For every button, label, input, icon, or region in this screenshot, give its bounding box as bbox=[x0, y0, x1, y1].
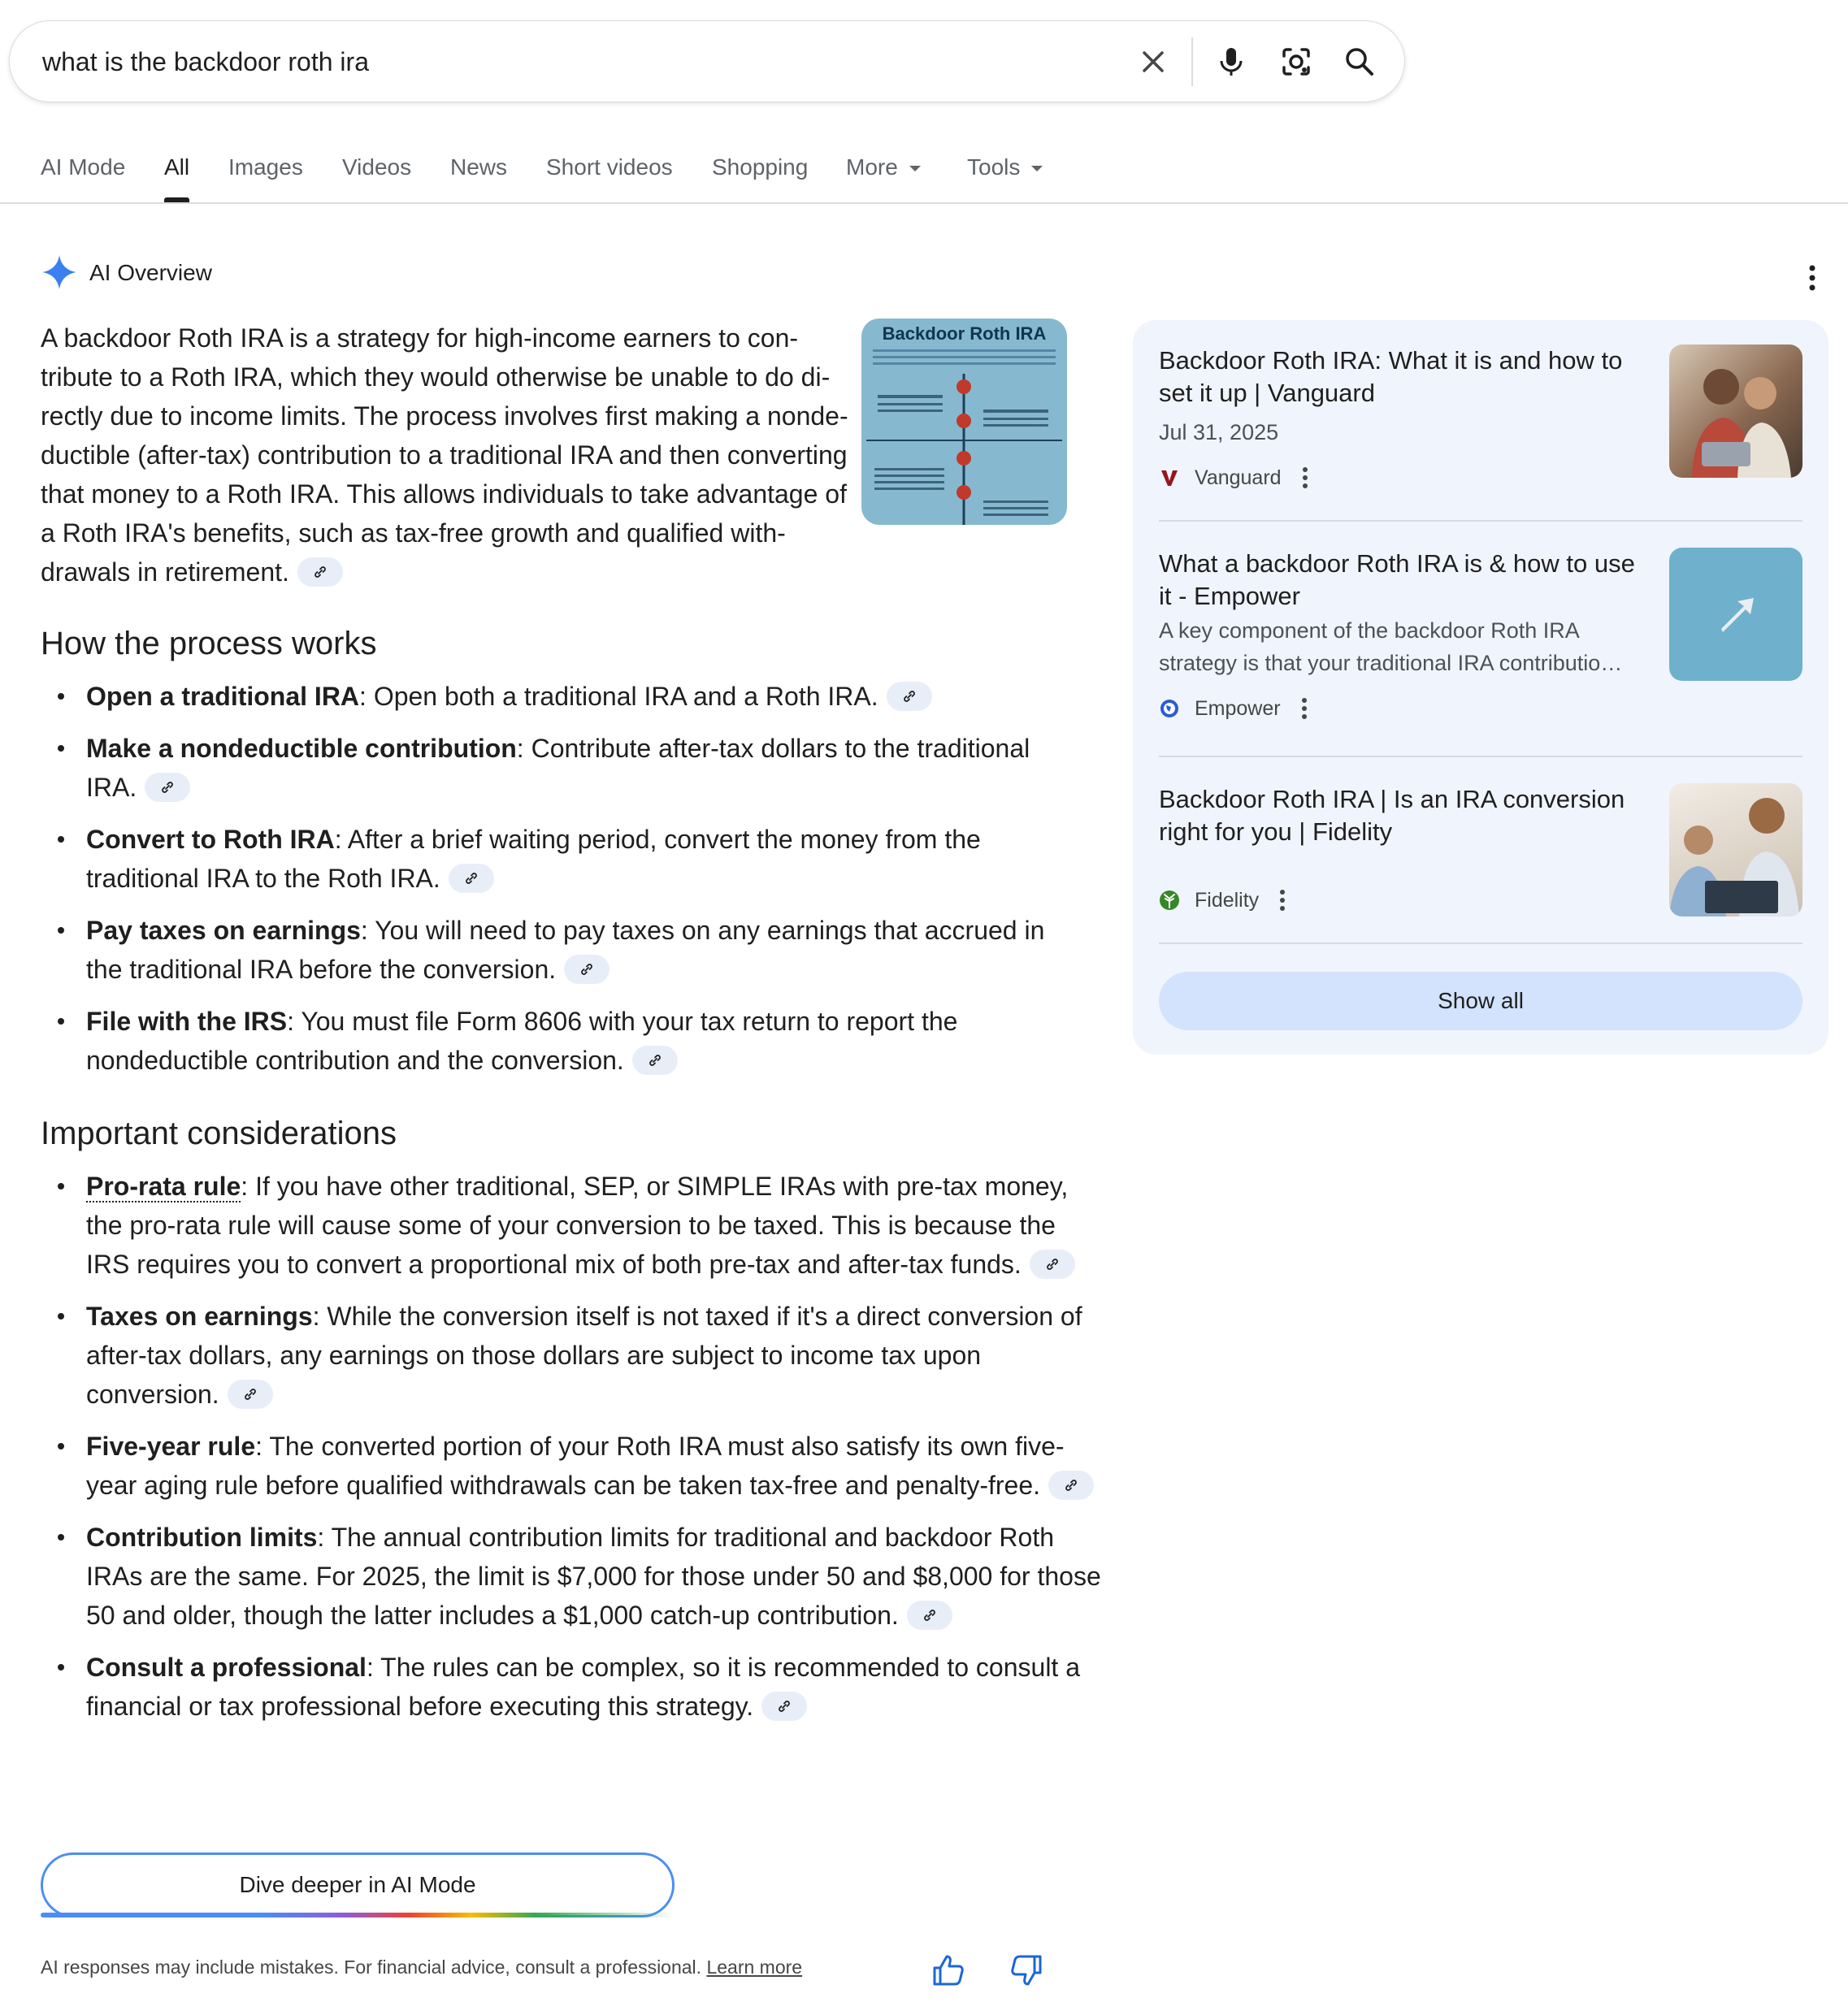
list-item bbox=[41, 1427, 1102, 1505]
sources-panel bbox=[1133, 320, 1828, 1055]
source-site: Vanguard bbox=[1195, 466, 1282, 489]
list-item-text: : The rules can be complex, so it is recommended to consult a financial or tax professional before executing this strategy. bbox=[86, 1653, 1080, 1721]
link-icon bbox=[901, 688, 917, 704]
source-thumbnail[interactable] bbox=[1669, 344, 1802, 478]
tabs-divider bbox=[0, 202, 1848, 204]
list-item bbox=[41, 1648, 1102, 1726]
source-title[interactable]: What a backdoor Roth IRA is & how to use it - Empower bbox=[1159, 549, 1635, 610]
link-icon bbox=[242, 1386, 258, 1402]
tab-tools[interactable] bbox=[967, 146, 1043, 205]
caret-down-icon bbox=[1031, 166, 1043, 171]
tab-shopping[interactable]: Shopping bbox=[712, 154, 809, 180]
couple-photo-image bbox=[1669, 344, 1802, 478]
citation-link[interactable] bbox=[145, 773, 190, 802]
empower-globe-icon bbox=[1159, 698, 1180, 719]
list-item bbox=[41, 1518, 1102, 1635]
source-thumbnail[interactable] bbox=[1669, 548, 1802, 681]
list-item-term: Taxes on earnings bbox=[86, 1302, 313, 1331]
list-item-text: : While the conversion itself is not taxed if it's a direct conversion of after-tax dollars, any earnings on those dollars are subject to income tax upon conversion. bbox=[86, 1302, 1082, 1409]
tab-short-videos[interactable]: Short videos bbox=[546, 154, 673, 180]
search-icon[interactable] bbox=[1341, 43, 1378, 80]
source-card-fidelity[interactable] bbox=[1159, 783, 1802, 946]
tab-images[interactable]: Images bbox=[228, 154, 303, 180]
source-site: Empower bbox=[1195, 696, 1281, 720]
search-input[interactable]: what is the backdoor roth ira bbox=[42, 47, 369, 76]
link-icon bbox=[1044, 1256, 1061, 1272]
list-item-text: : Open both a traditional IRA and a Roth IRA. bbox=[359, 682, 878, 711]
show-all-button[interactable]: Show all bbox=[1159, 972, 1802, 1030]
list-item bbox=[41, 1297, 1102, 1414]
citation-link[interactable] bbox=[297, 557, 343, 587]
ai-overview-title: AI Overview bbox=[89, 260, 212, 285]
list-item bbox=[41, 1167, 1102, 1284]
list-item-term: Contribution limits bbox=[86, 1523, 318, 1552]
tab-news[interactable]: News bbox=[450, 154, 508, 180]
list-item-text: : If you have other traditional, SEP, or SIMPLE IRAs with pre-tax money, the pro-rata rule will cause some of your conversion to be taxed. This is because the IRS requires you to convert a proportional mix of both pre-tax and after-tax funds. bbox=[86, 1172, 1069, 1279]
list-item-text: : After a brief waiting period, convert the money from the traditional IRA to the Roth IRA. bbox=[86, 825, 981, 893]
tab-videos[interactable]: Videos bbox=[342, 154, 412, 180]
link-icon bbox=[579, 961, 595, 977]
dive-deeper-button[interactable]: Dive deeper in AI Mode bbox=[41, 1852, 675, 1918]
tab-more-label: More bbox=[846, 154, 898, 180]
arrow-graphic-image bbox=[1669, 548, 1802, 681]
citation-link[interactable] bbox=[449, 864, 494, 893]
vanguard-v-icon bbox=[1159, 467, 1180, 488]
source-more-icon[interactable] bbox=[1302, 697, 1307, 720]
list-item bbox=[41, 911, 1078, 989]
list-item bbox=[41, 677, 1021, 716]
list-item-term: Make a nondeductible contribution bbox=[86, 734, 517, 763]
list-item-text: : The converted portion of your Roth IRA must also satisfy its own five-year aging rule before qualified withdrawals can be taken tax-free and penalty-free. bbox=[86, 1432, 1065, 1500]
source-thumbnail[interactable] bbox=[1669, 783, 1802, 916]
process-list bbox=[41, 677, 1073, 1080]
citation-link[interactable] bbox=[1030, 1250, 1075, 1279]
list-item bbox=[41, 729, 1053, 807]
lens-camera-icon[interactable] bbox=[1278, 43, 1315, 80]
source-card-empower[interactable] bbox=[1159, 548, 1802, 726]
tab-tools-label: Tools bbox=[967, 154, 1021, 180]
thumbnail-title: Backdoor Roth IRA bbox=[882, 323, 1047, 344]
search-divider bbox=[1191, 37, 1193, 86]
microphone-icon[interactable] bbox=[1212, 43, 1250, 80]
tab-more[interactable] bbox=[846, 146, 921, 205]
source-divider bbox=[1159, 520, 1802, 522]
clear-icon[interactable] bbox=[1134, 43, 1172, 80]
list-item-term: Pay taxes on earnings bbox=[86, 916, 361, 945]
caret-down-icon bbox=[909, 166, 921, 171]
infographic-image bbox=[861, 346, 1067, 525]
source-divider bbox=[1159, 756, 1802, 757]
source-site: Fidelity bbox=[1195, 888, 1260, 912]
tab-ai-mode[interactable]: AI Mode bbox=[41, 154, 126, 180]
more-options-icon[interactable] bbox=[1796, 262, 1828, 294]
link-icon bbox=[922, 1607, 938, 1623]
source-meta bbox=[1159, 462, 1308, 494]
list-item-term: Convert to Roth IRA bbox=[86, 825, 335, 854]
ai-disclaimer bbox=[41, 1956, 802, 1978]
citation-link[interactable] bbox=[907, 1601, 952, 1630]
list-item-text: : Contribute after-tax dollars to the traditional IRA. bbox=[86, 734, 1030, 802]
source-divider bbox=[1159, 942, 1802, 944]
section-heading-process: How the process works bbox=[41, 626, 377, 661]
source-card-vanguard[interactable] bbox=[1159, 344, 1802, 507]
gemini-sparkle-icon bbox=[41, 254, 78, 291]
learn-more-link[interactable]: Learn more bbox=[706, 1956, 803, 1978]
link-icon bbox=[312, 564, 328, 580]
citation-link[interactable] bbox=[564, 955, 609, 984]
link-icon bbox=[159, 779, 176, 795]
overview-intro-text: A backdoor Roth IRA is a strategy for high-income earners to con-tribute to a Roth IRA, which they would otherwise be unable to do di-rectly due to income limits. The process involves first making a nonde-ductible (after-tax) contribution to a traditional IRA and then converting that money to a Roth IRA. This allows individuals to take advantage of a Roth IRA's benefits, such as tax-free growth and qualified with-drawals in retirement. bbox=[41, 323, 848, 587]
search-bar bbox=[9, 20, 1405, 102]
source-snippet: A key component of the backdoor Roth IRA strategy is that your traditional IRA contributio… bbox=[1159, 618, 1623, 675]
thumbs-up-icon[interactable] bbox=[930, 1952, 967, 1989]
source-title[interactable]: Backdoor Roth IRA: What it is and how to set it up | Vanguard bbox=[1159, 346, 1623, 407]
dive-deeper-gradient bbox=[41, 1913, 675, 1918]
considerations-list bbox=[41, 1167, 1101, 1726]
women-reviewing-documents-image bbox=[1669, 783, 1802, 916]
source-title[interactable]: Backdoor Roth IRA | Is an IRA conversion right for you | Fidelity bbox=[1159, 785, 1625, 846]
list-item-term: Open a traditional IRA bbox=[86, 682, 360, 711]
list-item-term: File with the IRS bbox=[86, 1007, 288, 1036]
overview-thumbnail[interactable] bbox=[861, 318, 1067, 525]
citation-link[interactable] bbox=[228, 1380, 273, 1409]
list-item bbox=[41, 1002, 1029, 1080]
list-item bbox=[41, 820, 1053, 898]
link-icon bbox=[776, 1698, 792, 1714]
source-more-icon[interactable] bbox=[1280, 889, 1285, 912]
citation-link[interactable] bbox=[632, 1046, 678, 1075]
list-item-term: Five-year rule bbox=[86, 1432, 256, 1461]
overview-intro bbox=[41, 318, 853, 592]
source-more-icon[interactable] bbox=[1303, 466, 1308, 489]
link-icon bbox=[1063, 1477, 1079, 1493]
tab-all[interactable]: All bbox=[164, 146, 189, 205]
list-item-text: : You will need to pay taxes on any earnings that accrued in the traditional IRA before the conversion. bbox=[86, 916, 1045, 984]
pro-rata-rule-link[interactable]: Pro-rata rule bbox=[86, 1172, 241, 1201]
citation-link[interactable] bbox=[887, 682, 932, 711]
source-meta bbox=[1159, 692, 1307, 725]
ai-overview-body bbox=[41, 318, 1101, 1739]
list-item-text: : You must file Form 8606 with your tax return to report the nondeductible contribution and the conversion. bbox=[86, 1007, 958, 1075]
list-item-text: : The annual contribution limits for traditional and backdoor Roth IRAs are the same. For 2025, the limit is $7,000 for those under 50 and $8,000 for those 50 and older, though the latter includes a $1,000 catch-up contribution. bbox=[86, 1523, 1101, 1630]
link-icon bbox=[463, 870, 479, 886]
citation-link[interactable] bbox=[1048, 1471, 1094, 1500]
source-date: Jul 31, 2025 bbox=[1159, 420, 1279, 444]
section-heading-considerations: Important considerations bbox=[41, 1116, 397, 1151]
fidelity-tree-icon bbox=[1159, 890, 1180, 911]
thumbs-down-icon[interactable] bbox=[1008, 1952, 1045, 1989]
list-item-term: Consult a professional bbox=[86, 1653, 367, 1682]
citation-link[interactable] bbox=[761, 1692, 807, 1721]
link-icon bbox=[647, 1052, 663, 1068]
source-meta bbox=[1159, 884, 1285, 916]
disclaimer-text: AI responses may include mistakes. For financial advice, consult a professional. bbox=[41, 1956, 702, 1978]
